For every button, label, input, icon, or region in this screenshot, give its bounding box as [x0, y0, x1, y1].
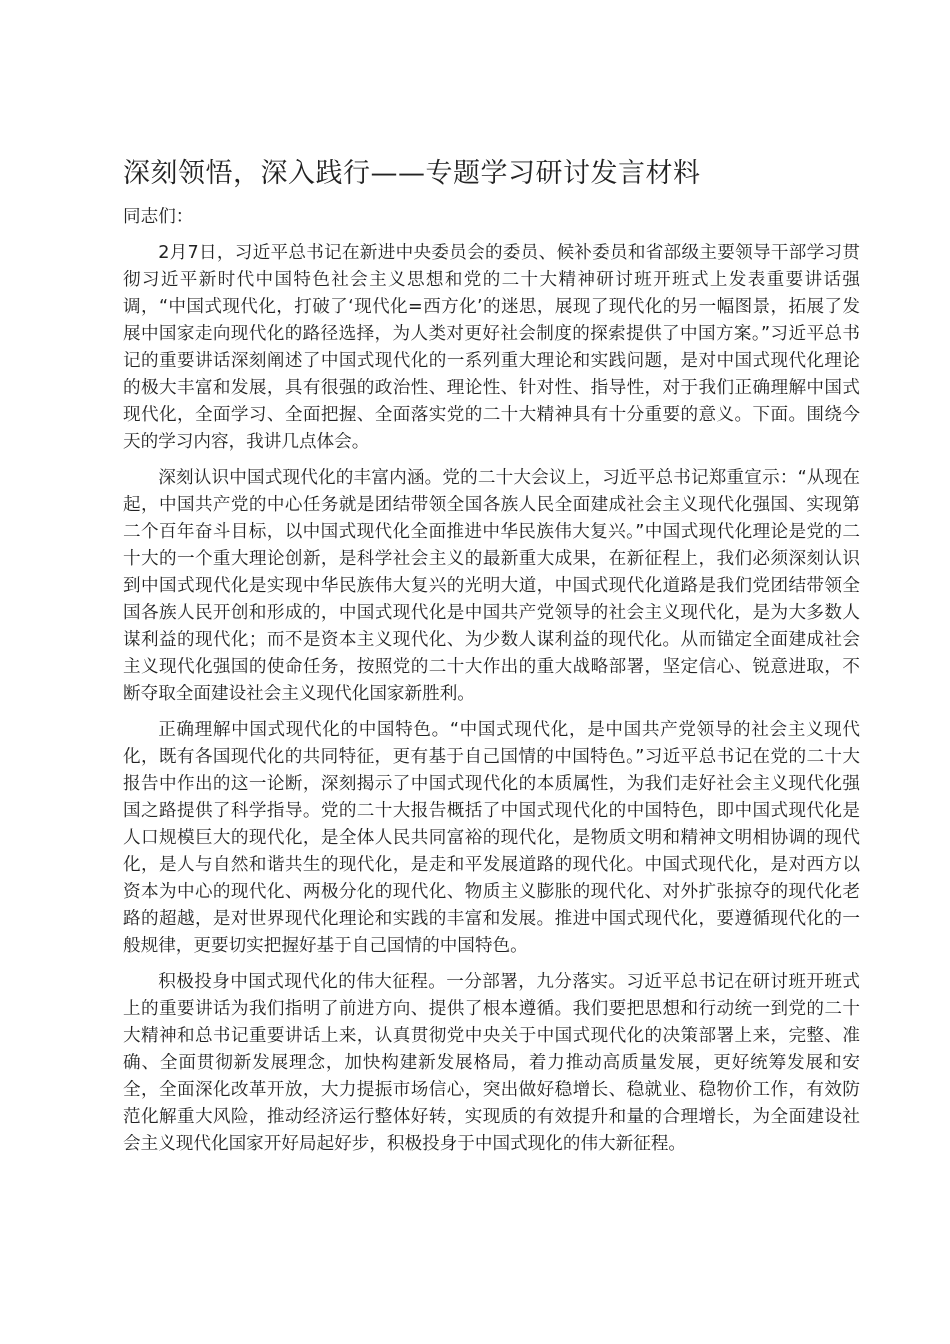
paragraph-1: 2月7日，习近平总书记在新进中央委员会的委员、候补委员和省部级主要领导干部学习贯彻习近平新时代中国特色社会主义思想和党的二十大精神研讨班开班式上发表重要讲话强调，“中国式现代化，打破了‘现代化=西方化’的迷思，展现了现代化的另一幅图景，拓展了发展中国家走向现代化的路径选择，为人类对更好社会制度的探索提供了中国方案。”习近平总书记的重要讲话深刻阐述了中国式现代化的一系列重大理论和实践问题，是对中国式现代化理论的极大丰富和发展，具有很强的政治性、理论性、针对性、指导性，对于我们正确理解中国式现代化，全面学习、全面把握、全面落实党的二十大精神具有十分重要的意义。下面。围绕今天的学习内容，我讲几点体会。 — [123, 243, 860, 452]
paragraph-2: 深刻认识中国式现代化的丰富内涵。党的二十大会议上，习近平总书记郑重宣示：“从现在起，中国共产党的中心任务就是团结带领全国各族人民全面建成社会主义现代化强国、实现第二个百年奋斗目标，以中国式现代化全面推进中华民族伟大复兴。”中国式现代化理论是党的二十大的一个重大理论创新，是科学社会主义的最新重大成果，在新征程上，我们必须深刻认识到中国式现代化是实现中华民族伟大复兴的光明大道，中国式现代化道路是我们党团结带领全国各族人民开创和形成的，中国式现代化是中国共产党领导的社会主义现代化，是为大多数人谋利益的现代化；而不是资本主义现代化、为少数人谋利益的现代化。从而锚定全面建成社会主义现代化强国的使命任务，按照党的二十大作出的重大战略部署，坚定信心、锐意进取，不断夺取全面建设社会主义现代化国家新胜利。 — [123, 468, 860, 704]
paragraph-4: 积极投身中国式现代化的伟大征程。一分部署，九分落实。习近平总书记在研讨班开班式上的重要讲话为我们指明了前进方向、提供了根本遵循。我们要把思想和行动统一到党的二十大精神和总书记重要讲话上来，认真贯彻党中央关于中国式现代化的决策部署上来，完整、准确、全面贯彻新发展理念，加快构建新发展格局，着力推动高质量发展，更好统筹发展和安全，全面深化改革开放，大力提振市场信心，突出做好稳增长、稳就业、稳物价工作，有效防范化解重大风险，推动经济运行整体好转，实现质的有效提升和量的合理增长，为全面建设社会主义现代化国家开好局起好步，积极投身于中国式现化的伟大新征程。 — [123, 972, 860, 1154]
document-page — [123, 150, 860, 1158]
document-title: 深刻领悟，深入践行——专题学习研讨发言材料 — [123, 158, 701, 189]
paragraph-3: 正确理解中国式现代化的中国特色。“中国式现代化，是中国共产党领导的社会主义现代化，既有各国现代化的共同特征，更有基于自己国情的中国特色。”习近平总书记在党的二十大报告中作出的这一论断，深刻揭示了中国式现代化的本质属性，为我们走好社会主义现代化强国之路提供了科学指导。党的二十大报告概括了中国式现代化的中国特色，即中国式现代化是人口规模巨大的现代化，是全体人民共同富裕的现代化，是物质文明和精神文明相协调的现代化，是人与自然和谐共生的现代化，是走和平发展道路的现代化。中国式现代化，是对西方以资本为中心的现代化、两极分化的现代化、物质主义膨胀的现代化、对外扩张掠夺的现代化老路的超越，是对世界现代化理论和实践的丰富和发展。推进中国式现代化，要遵循现代化的一般规律，更要切实把握好基于自己国情的中国特色。 — [123, 720, 860, 956]
salutation: 同志们： — [123, 207, 194, 227]
